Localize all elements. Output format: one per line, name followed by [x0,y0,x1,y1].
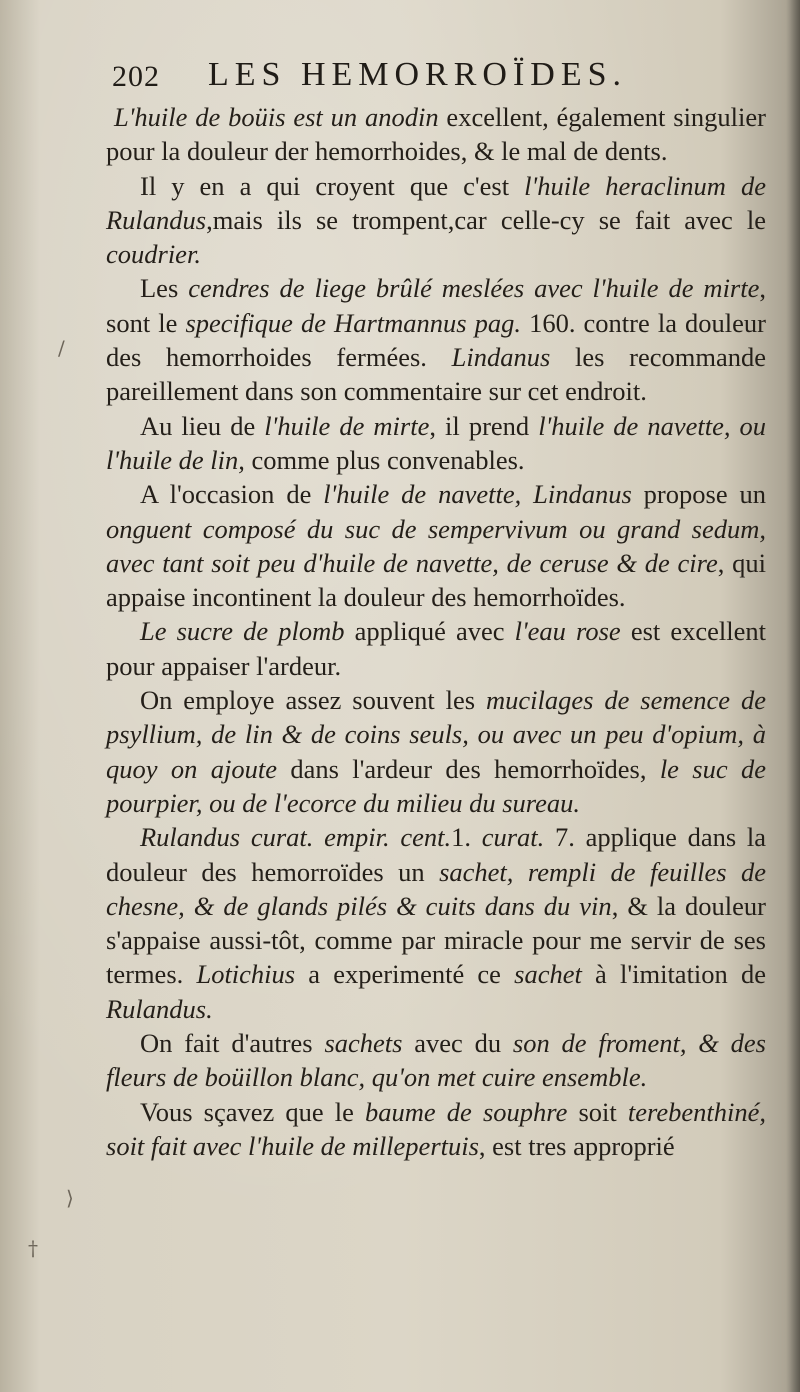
italic-text: l'huile de mirte [264,410,430,441]
text-run: comme plus convenables. [244,444,525,475]
text-run: Au lieu de [140,410,265,441]
text-run: 1. [451,822,482,853]
text-run: avec du [402,1028,513,1059]
italic-text: Lotichius [196,959,296,990]
text-run: ,mais ils se trompent,car celle-cy se fait avec le [206,204,766,235]
text-run: est excellent pour appaiser l'ardeur. [106,616,766,681]
text-run: Il y en a qui croyent que c'est [140,170,525,201]
italic-text: Le sucre de plomb [140,616,345,647]
italic-text: sachet, rempli de feuilles de chesne, & de glands pilés & cuits dans du vin [106,856,766,921]
text-run: , sont le [106,273,766,338]
text-run: 160. contre la douleur des hemorrhoides fermées. [106,307,766,373]
text-run: A l'occasion de [140,479,324,510]
italic-text: l'huile de navette, Lindanus [323,479,632,510]
italic-text: specifique de Hartmannus pag. [185,307,522,338]
italic-text: Rulandus curat. empir. cent. [140,822,452,853]
paragraph [106,271,766,408]
paragraph [106,820,766,1026]
italic-text: onguent composé du suc de sempervivum ou grand sedum, avec tant soit peu d'huile de navette, de ceruse & de cire [106,513,766,578]
italic-text: Rulandus. [106,993,213,1024]
italic-text: son de froment, & des fleurs de boüillon blanc, qu'on met cuire ensemble. [106,1028,767,1093]
paragraph [106,100,766,169]
text-run: , il prend [429,410,539,441]
italic-text: terebenthiné, soit fait avec l'huile de millepertuis [106,1096,766,1161]
italic-text: l'huile heraclinum de Rulandus [106,170,766,235]
page-edge-shadow [786,0,800,1392]
text-run: dans l'ardeur des hemorrhoïdes, [276,753,660,784]
text-run: propose un [631,479,766,510]
italic-text: l'huile de navette, ou l'huile de lin, [106,410,767,475]
paragraph [106,614,766,683]
text-run: 7. applique dans la douleur des hemorroïdes un [106,822,767,887]
italic-text: Lindanus [451,342,551,373]
body-text [106,100,766,1163]
text-run: On employe assez souvent les [140,685,487,716]
italic-text: curat. [481,822,545,853]
margin-mark: / [58,336,65,360]
italic-text: baume de souphre [365,1096,568,1127]
text-run: excellent, également singulier pour la douleur der hemorrhoides, & le mal de dents. [106,102,766,167]
italic-text: L'huile de boüis est un anodin [114,102,439,132]
text-run: soit [567,1096,628,1127]
italic-text: sachets [324,1028,403,1059]
paragraph [106,1095,766,1164]
text-run: Les [140,273,189,304]
paragraph [106,409,766,478]
text-run: On fait d'autres [140,1028,325,1059]
text-run: Vous sçavez que le [140,1096,366,1127]
paragraph [106,477,766,614]
paragraph [106,683,766,820]
text-run: appliqué avec [344,616,515,647]
italic-text: sachet [514,959,582,990]
italic-text: cendres de liege brûlé meslées avec l'huile de mirte [188,273,760,304]
italic-text: coudrier. [106,239,201,270]
margin-mark: † [28,1236,38,1260]
italic-text: mucilages de semence de psyllium, de lin & de coins seuls, ou avec un peu d'opium, à quoy on ajoute [106,685,766,784]
text-run: à l'imitation de [581,959,766,990]
running-head: LES HEMORROÏDES. [208,56,628,93]
paragraph [106,1026,766,1095]
text-run: , qui appaise incontinent la douleur des hemorrhoïdes. [106,547,766,613]
margin-mark: ⟩ [66,1186,74,1210]
italic-text: le suc de pourpier, ou de l'ecorce du milieu du sureau. [106,753,766,818]
italic-text: l'eau rose [514,616,621,647]
paragraph [106,169,766,272]
text-run: , est tres approprié [478,1130,675,1161]
page-number: 202 [112,60,160,93]
page-header [112,56,732,104]
text-run: a experimenté ce [295,959,515,990]
text-run: les recommande pareillement dans son commentaire sur cet endroit. [106,342,766,407]
text-run: , & la douleur s'appaise aussi-tôt, comme par miracle pour me servir de ses termes. [106,890,766,990]
